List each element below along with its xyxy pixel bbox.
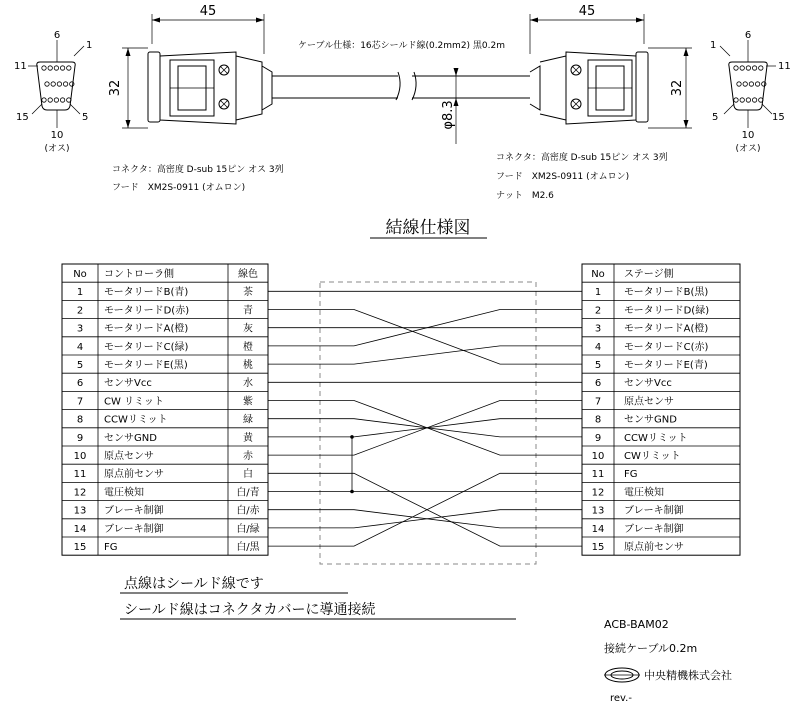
pin-hole <box>752 98 756 102</box>
left-pin-number: 4 <box>76 341 84 353</box>
right-connector <box>530 4 692 128</box>
svg-text:11: 11 <box>14 61 27 72</box>
left-signal-name: 電圧検知 <box>104 487 144 499</box>
right-signal-name: ブレーキ制御 <box>624 505 684 517</box>
left-signal-name: ブレーキ制御 <box>104 523 164 535</box>
pin-hole <box>762 82 766 86</box>
left-signal-name: センサVcc <box>104 378 152 390</box>
wire <box>268 419 582 437</box>
pin-hole <box>743 82 747 86</box>
left-connector-notes <box>112 163 284 193</box>
company-name: 中央精機株式会社 <box>644 669 732 682</box>
left-wire-color: 白/赤 <box>236 505 260 517</box>
pin-hole <box>752 66 756 70</box>
svg-text:11: 11 <box>778 61 791 72</box>
pin-hole <box>746 66 750 70</box>
left-wire-color: 黄 <box>243 432 253 444</box>
svg-text:5: 5 <box>82 112 89 123</box>
left-dim-height: 32 <box>108 79 123 97</box>
pin-hole <box>755 82 759 86</box>
left-wire-color: 紫 <box>243 396 253 408</box>
right-signal-name: ブレーキ制御 <box>624 523 684 535</box>
left-signal-name: CW リミット <box>104 396 164 408</box>
right-pin-number: 3 <box>594 323 602 335</box>
shield-note-1: 点線はシールド線です <box>124 576 264 592</box>
left-pin-number: 1 <box>76 287 84 299</box>
left-wire-color: 茶 <box>243 287 253 299</box>
right-pin-number: 7 <box>594 396 602 408</box>
left-wire-color: 白 <box>243 469 253 481</box>
part-name: 接続ケーブル0.2m <box>604 642 698 655</box>
right-pin-face <box>710 30 791 154</box>
svg-text:6: 6 <box>53 30 61 41</box>
left-wiring-table <box>62 264 268 555</box>
left-pin-number: 7 <box>76 396 84 408</box>
pin-hole <box>734 98 738 102</box>
left-signal-name: モータリードE(黒) <box>104 360 188 371</box>
left-pin-number: 11 <box>73 469 87 481</box>
wire <box>268 510 582 528</box>
pin-hole <box>737 82 741 86</box>
left-wire-color: 白/青 <box>236 487 260 499</box>
left-signal-name: 原点前センサ <box>104 469 164 481</box>
svg-text:コネクタ：高密度 D-sub 15ピン オス 3列: コネクタ：高密度 D-sub 15ピン オス 3列 <box>112 165 284 175</box>
junction-dot <box>350 435 354 439</box>
right-header-stage: ステージ側 <box>624 269 674 280</box>
pin-hole <box>48 98 52 102</box>
right-signal-name: センサVcc <box>624 378 672 390</box>
svg-text:1: 1 <box>86 40 93 51</box>
left-wire-color: 白/黒 <box>236 542 260 553</box>
part-number: ACB-BAM02 <box>604 618 669 631</box>
svg-text:(オス): (オス) <box>44 144 70 154</box>
right-signal-name: モータリードC(赤) <box>624 341 709 353</box>
revision: rev.- <box>610 693 632 704</box>
right-signal-name: CWリミット <box>624 451 681 462</box>
pin-hole <box>67 66 71 70</box>
left-pin-face <box>14 30 92 154</box>
left-pin-number: 3 <box>76 323 84 335</box>
right-signal-name: 原点センサ <box>624 396 674 408</box>
svg-text:フード XM2S-0911 (オムロン): フード XM2S-0911 (オムロン) <box>112 183 246 193</box>
shield-outline <box>320 282 536 564</box>
right-signal-name: センサGND <box>624 414 677 426</box>
svg-text:ナット M2.6: ナット M2.6 <box>496 191 554 201</box>
right-signal-name: CCWリミット <box>624 432 688 444</box>
left-header-color: 線色 <box>238 269 258 280</box>
left-signal-name: ブレーキ制御 <box>104 505 164 517</box>
right-pin-number: 8 <box>594 414 602 426</box>
left-signal-name: CCWリミット <box>104 414 168 426</box>
pin-hole <box>48 66 52 70</box>
pin-hole <box>759 66 763 70</box>
left-signal-name: モータリードA(橙) <box>104 323 189 335</box>
right-dim-width: 45 <box>578 4 596 19</box>
pin-hole <box>45 82 49 86</box>
left-wire-color: 赤 <box>243 451 253 462</box>
left-wire-color: 水 <box>243 378 253 390</box>
right-signal-name: モータリードA(橙) <box>624 323 709 335</box>
left-pin-number: 8 <box>76 414 84 426</box>
left-pin-number: 9 <box>76 432 84 444</box>
svg-text:(オス): (オス) <box>735 144 761 154</box>
right-header-no: No <box>591 269 605 280</box>
svg-text:15: 15 <box>772 112 785 123</box>
wire <box>268 346 582 364</box>
left-dim-width: 45 <box>199 4 217 19</box>
right-dim-height: 32 <box>670 79 685 97</box>
right-connector-notes <box>496 151 668 201</box>
svg-text:15: 15 <box>16 112 29 123</box>
svg-text:1: 1 <box>710 40 717 51</box>
left-signal-name: モータリードB(青) <box>104 287 189 299</box>
right-pin-number: 1 <box>594 287 602 299</box>
pin-hole <box>57 82 61 86</box>
right-signal-name: モータリードE(青) <box>624 360 708 371</box>
left-signal-name: 原点センサ <box>104 451 154 462</box>
left-pin-number: 5 <box>76 360 84 371</box>
right-pin-number: 5 <box>594 360 602 371</box>
svg-text:フード XM2S-0911 (オムロン): フード XM2S-0911 (オムロン) <box>496 172 630 182</box>
left-wire-color: 白/緑 <box>236 523 260 535</box>
shield-note-2: シールド線はコネクタカバーに導通接続 <box>124 602 376 618</box>
right-wiring-table <box>582 264 740 555</box>
right-pin-number: 12 <box>591 487 605 499</box>
right-pin-number: 15 <box>591 542 605 553</box>
pin-hole <box>740 66 744 70</box>
left-header-controller: コントローラ側 <box>104 269 174 280</box>
svg-text:5: 5 <box>712 112 719 123</box>
pin-hole <box>51 82 55 86</box>
pin-hole <box>42 98 46 102</box>
cable <box>272 39 530 144</box>
left-pin-number: 13 <box>73 505 87 517</box>
pin-hole <box>60 66 64 70</box>
left-wire-color: 緑 <box>243 414 253 426</box>
pin-hole <box>740 98 744 102</box>
left-signal-name: モータリードD(赤) <box>104 305 190 317</box>
left-signal-name: FG <box>104 542 118 553</box>
diagram-title: 結線仕様図 <box>385 218 471 238</box>
company-logo <box>604 668 640 682</box>
left-wire-color: 灰 <box>243 323 253 335</box>
title-block <box>604 618 732 704</box>
left-pin-number: 2 <box>76 305 84 317</box>
right-signal-name: モータリードD(緑) <box>624 305 710 317</box>
wire <box>268 310 582 365</box>
right-signal-name: モータリードB(黒) <box>624 287 709 299</box>
left-signal-name: モータリードC(緑) <box>104 341 189 353</box>
wires <box>268 291 582 546</box>
left-pin-number: 12 <box>73 487 87 499</box>
left-wire-color: 橙 <box>243 341 253 353</box>
svg-text:10: 10 <box>50 130 64 141</box>
pin-hole <box>63 82 67 86</box>
right-pin-number: 9 <box>594 432 602 444</box>
right-signal-name: 原点前センサ <box>624 542 684 553</box>
right-pin-number: 4 <box>594 341 602 353</box>
cable-spec: ケーブル仕様：16芯シールド線(0.2mm2) 黒0.2m <box>298 41 505 51</box>
right-signal-name: FG <box>624 469 638 481</box>
pin-hole <box>54 98 58 102</box>
left-pin-number: 10 <box>73 451 87 462</box>
left-pin-number: 14 <box>73 523 87 535</box>
svg-text:10: 10 <box>741 130 755 141</box>
pin-hole <box>734 66 738 70</box>
pin-hole <box>60 98 64 102</box>
pin-hole <box>54 66 58 70</box>
right-pin-number: 14 <box>591 523 605 535</box>
cable-diameter: φ8.3 <box>441 100 456 130</box>
left-wire-color: 桃 <box>243 360 253 371</box>
left-wire-color: 青 <box>243 305 253 317</box>
pin-hole <box>70 82 74 86</box>
right-pin-number: 10 <box>591 451 605 462</box>
pin-hole <box>746 98 750 102</box>
left-connector <box>108 4 272 128</box>
pin-hole <box>42 66 46 70</box>
junction-dot <box>350 490 354 494</box>
left-signal-name: センサGND <box>104 432 157 444</box>
svg-text:6: 6 <box>744 30 752 41</box>
left-pin-number: 6 <box>76 378 84 390</box>
right-pin-number: 13 <box>591 505 605 517</box>
right-signal-name: 電圧検知 <box>624 487 664 499</box>
pin-hole <box>749 82 753 86</box>
left-pin-number: 15 <box>73 542 87 553</box>
right-pin-number: 2 <box>594 305 602 317</box>
right-pin-number: 11 <box>591 469 605 481</box>
left-header-no: No <box>73 269 87 280</box>
right-pin-number: 6 <box>594 378 602 390</box>
svg-text:コネクタ：高密度 D-sub 15ピン オス 3列: コネクタ：高密度 D-sub 15ピン オス 3列 <box>496 153 668 163</box>
